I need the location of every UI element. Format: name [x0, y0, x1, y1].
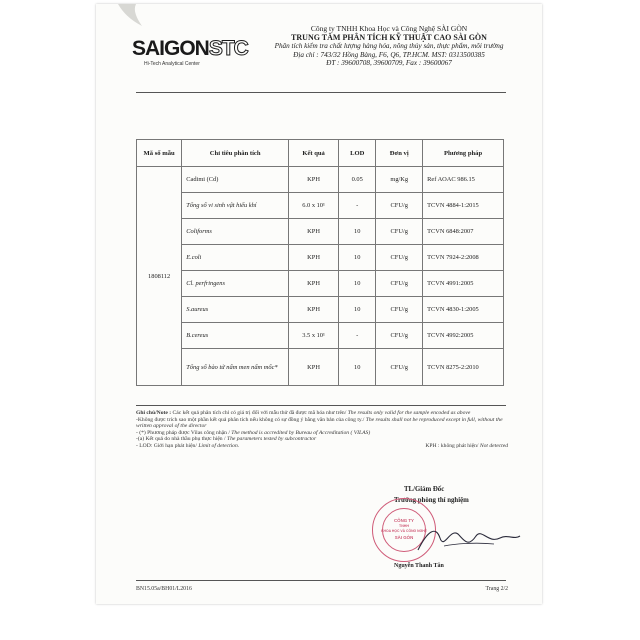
- parameter-cell: Tổng số vi sinh vật hiếu khí: [182, 193, 289, 219]
- table-row: [137, 297, 504, 323]
- lod-cell: 10: [339, 297, 376, 323]
- organization-header: [244, 25, 534, 68]
- lod-cell: 10: [339, 219, 376, 245]
- company-logo: [132, 37, 248, 67]
- method-cell: TCVN 8275-2:2010: [423, 349, 504, 386]
- table-row: [137, 219, 504, 245]
- lod-cell: 0.05: [339, 167, 376, 193]
- lod-cell: 10: [339, 271, 376, 297]
- method-cell: TCVN 4830-1:2005: [423, 297, 504, 323]
- table-row: [137, 193, 504, 219]
- document-code: BN15.05a/BH01/L2016: [136, 586, 192, 592]
- org-company-name: Công ty TNHH Khoa Học và Công Nghệ SÀI GÒN: [310, 24, 468, 33]
- table-row: [137, 245, 504, 271]
- result-cell: 6.0 x 10¹: [289, 193, 339, 219]
- table-row: [137, 323, 504, 349]
- unit-cell: CFU/g: [376, 219, 423, 245]
- result-cell: KPH: [289, 349, 339, 386]
- table-row: [137, 349, 504, 386]
- sample-id-cell: 1808112: [137, 167, 182, 386]
- handwritten-signature: [414, 520, 524, 560]
- table-row: [137, 167, 504, 193]
- note-line: - (*) Phương pháp được Vilas công nhận / The method is accredited by Bureau of Accreditation ( VILAS): [136, 429, 371, 436]
- method-cell: TCVN 4991:2005: [423, 271, 504, 297]
- page-number: Trang 2/2: [485, 586, 508, 592]
- col-header-unit: Đơn vị: [376, 140, 423, 167]
- results-table: [136, 139, 504, 386]
- method-cell: TCVN 4884-1:2015: [423, 193, 504, 219]
- unit-cell: mg/Kg: [376, 167, 423, 193]
- footer-divider: [136, 580, 506, 581]
- unit-cell: CFU/g: [376, 245, 423, 271]
- document-page: [96, 4, 542, 604]
- note-line: -(a) Kết quả do nhà thầu phụ thực hiện / The parameters tested by subcontractor: [136, 436, 317, 443]
- col-header-parameter: Chỉ tiêu phân tích: [182, 140, 289, 167]
- signer-department: Trưởng phòng thí nghiệm: [394, 497, 469, 504]
- table-row: [137, 271, 504, 297]
- header-divider: [136, 92, 506, 93]
- result-cell: KPH: [289, 245, 339, 271]
- parameter-cell: S.aureus: [182, 297, 289, 323]
- note-line: -Không được trích sao một phần kết quả phân tích nếu không có sự đồng ý bằng văn bản của công ty./ The results shall not be reproduced except in full, without the written approval of the director: [136, 416, 503, 430]
- page-footer: [136, 586, 508, 592]
- method-cell: TCVN 4992:2005: [423, 323, 504, 349]
- unit-cell: CFU/g: [376, 349, 423, 386]
- lod-cell: 10: [339, 349, 376, 386]
- note-line: Ghi chú/Note : Các kết quả phân tích chỉ có giá trị đối với mẫu thử đã được mã hóa như trên/ The results only valid for the sample encoded as above: [136, 410, 471, 416]
- parameter-cell: Coliforms: [182, 219, 289, 245]
- notes-divider: [136, 405, 506, 406]
- unit-cell: CFU/g: [376, 193, 423, 219]
- result-cell: KPH: [289, 167, 339, 193]
- result-cell: 3.5 x 10¹: [289, 323, 339, 349]
- result-cell: KPH: [289, 271, 339, 297]
- parameter-cell: E.coli: [182, 245, 289, 271]
- table-header-row: [137, 140, 504, 167]
- logo-wordmark: SAIGONSTC: [132, 37, 248, 60]
- col-header-lod: LOD: [339, 140, 376, 167]
- signer-title: TL/Giám Đốc: [404, 486, 445, 493]
- lod-cell: 10: [339, 245, 376, 271]
- notes-label: Ghi chú/Note :: [136, 410, 172, 416]
- unit-cell: CFU/g: [376, 271, 423, 297]
- parameter-cell: Cl. perfringens: [182, 271, 289, 297]
- logo-subtitle: Hi-Tech Analytical Center: [144, 61, 200, 67]
- unit-cell: CFU/g: [376, 323, 423, 349]
- unit-cell: CFU/g: [376, 297, 423, 323]
- method-cell: Ref AOAC 986.15: [423, 167, 504, 193]
- result-cell: KPH: [289, 297, 339, 323]
- org-phone: ĐT : 39600708, 39600709, Fax : 39600067: [326, 59, 452, 68]
- method-cell: TCVN 6848:2007: [423, 219, 504, 245]
- page-curl-shadow: [96, 4, 156, 34]
- lod-cell: -: [339, 193, 376, 219]
- signer-name: Nguyễn Thanh Tân: [394, 563, 444, 569]
- lod-cell: -: [339, 323, 376, 349]
- col-header-sample-id: Mã số mẫu: [137, 140, 182, 167]
- method-cell: TCVN 7924-2:2008: [423, 245, 504, 271]
- company-stamp: CÔNG TY TNHH KHOA HỌC VÀ CÔNG NGHỆ SÀI GÒN: [372, 498, 436, 562]
- result-cell: KPH: [289, 219, 339, 245]
- org-services: Phân tích kiểm tra chất lượng hàng hóa, nông thủy sản, thực phẩm, môi trường: [274, 42, 504, 51]
- parameter-cell: Tổng số bào tử nấm men nấm mốc*: [182, 349, 289, 386]
- org-address: Địa chỉ : 743/32 Hồng Bàng, F6, Q6, TP.HCM. MST: 0313500385: [293, 50, 485, 59]
- col-header-method: Phương pháp: [423, 140, 504, 167]
- parameter-cell: Cadimi (Cd): [182, 167, 289, 193]
- col-header-result: Kết quả: [289, 140, 339, 167]
- parameter-cell: B.cereus: [182, 323, 289, 349]
- org-center-name: TRUNG TÂM PHÂN TÍCH KỸ THUẬT CAO SÀI GÒN: [291, 32, 487, 42]
- note-line: - LOD: Giới hạn phát hiện/ Limit of detection. KPH : không phát hiện/ Not detected: [136, 442, 508, 449]
- notes-section: [136, 410, 508, 450]
